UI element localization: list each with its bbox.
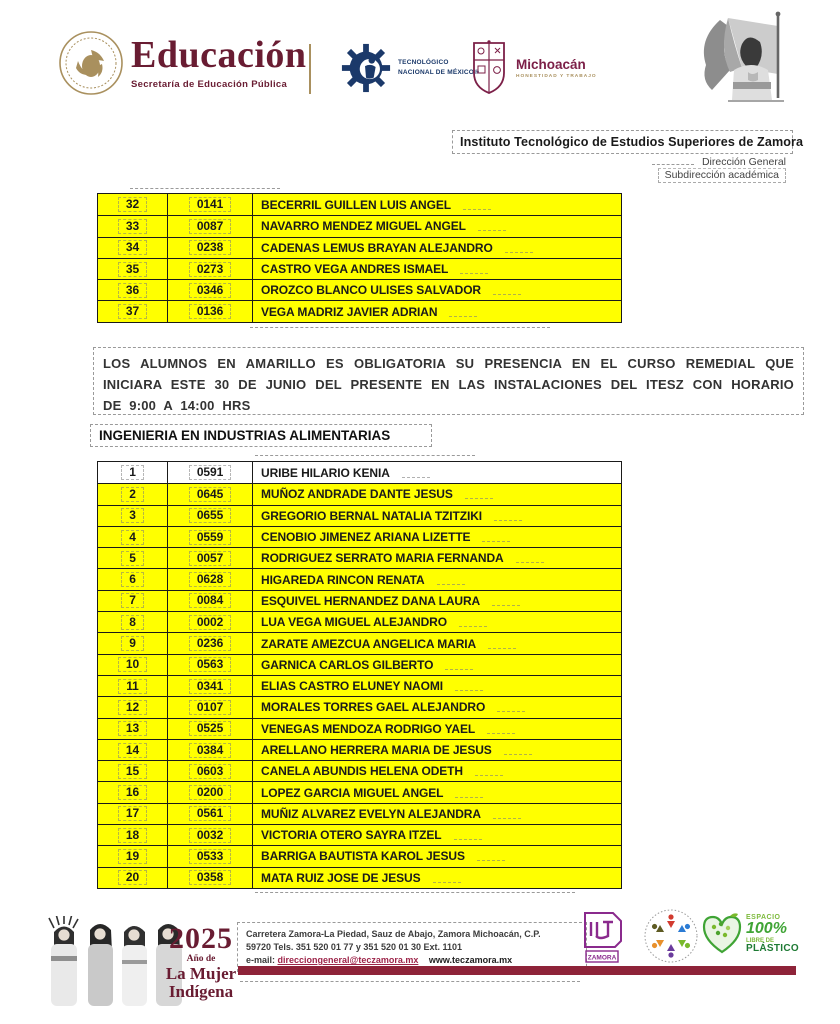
student-name: MORALES TORRES GAEL ALEJANDRO	[261, 700, 486, 715]
table-row	[98, 258, 621, 279]
student-name: OROZCO BLANCO ULISES SALVADOR	[261, 283, 481, 298]
woman-with-flag-image	[688, 10, 802, 121]
control-number: 0236	[189, 636, 231, 651]
igualdad-circle-icon	[642, 906, 700, 966]
annotation-dash-mark	[463, 200, 491, 210]
row-number: 32	[118, 197, 147, 212]
table-row	[98, 279, 621, 300]
row-number: 3	[121, 508, 144, 523]
annotation-dash-mark	[487, 724, 515, 734]
contact-address-block	[237, 922, 587, 972]
student-name: BARRIGA BAUTISTA KAROL JESUS	[261, 849, 465, 864]
email-link[interactable]: direcciongeneral@teczamora.mx	[277, 955, 419, 965]
table-row	[98, 675, 621, 696]
table-row	[98, 590, 621, 611]
row-number: 15	[118, 764, 147, 779]
row-number: 5	[121, 551, 144, 566]
table-row	[98, 739, 621, 760]
student-name-cell	[253, 868, 621, 888]
student-name-cell	[253, 506, 621, 526]
student-name-cell	[253, 216, 621, 236]
control-number: 0002	[189, 615, 231, 630]
student-name: RODRIGUEZ SERRATO MARIA FERNANDA	[261, 551, 504, 566]
svg-text:ZAMORA: ZAMORA	[587, 954, 617, 962]
sep-eagle-seal-icon	[58, 30, 124, 96]
control-number: 0533	[189, 849, 231, 864]
header-divider	[309, 44, 311, 94]
control-number-cell	[168, 612, 253, 632]
year-caption-mujer: La Mujer	[165, 964, 237, 984]
student-name: ARELLANO HERRERA MARIA DE JESUS	[261, 743, 492, 757]
row-number: 37	[118, 304, 147, 319]
year-caption-indigena: Indígena	[168, 982, 234, 1002]
control-number-cell	[168, 569, 253, 589]
row-number-cell	[98, 591, 168, 611]
annotation-dash-mark	[454, 830, 482, 840]
table-row	[98, 696, 621, 717]
control-number: 0057	[189, 551, 231, 566]
plastic-free-logo	[700, 912, 799, 956]
table-row	[98, 526, 621, 547]
control-number-cell	[168, 238, 253, 258]
student-name-cell	[253, 238, 621, 258]
student-name-cell	[253, 280, 621, 300]
control-number-cell	[168, 782, 253, 802]
control-number: 0084	[189, 593, 231, 608]
remedial-students-table	[97, 193, 622, 323]
student-name: ESQUIVEL HERNANDEZ DANA LAURA	[261, 593, 481, 608]
annotation-dash-mark	[497, 702, 525, 712]
itesz-zamora-logo	[578, 910, 628, 971]
annotation-dash-mark	[477, 851, 505, 861]
row-number: 35	[118, 262, 147, 277]
row-number: 6	[121, 572, 144, 587]
row-number-cell	[98, 612, 168, 632]
control-number-cell	[168, 548, 253, 568]
control-number: 0563	[189, 657, 231, 672]
row-number: 33	[118, 219, 147, 234]
row-number: 34	[118, 240, 147, 255]
student-name-cell	[253, 846, 621, 866]
control-number: 0087	[189, 219, 231, 234]
table-row	[98, 803, 621, 824]
student-name-cell	[253, 761, 621, 781]
address-line-1: Carretera Zamora-La Piedad, Sauz de Abajo, Zamora Michoacán, C.P.	[246, 929, 541, 939]
annotation-dash-mark	[475, 766, 503, 776]
student-name: ELIAS CASTRO ELUNEY NAOMI	[261, 679, 443, 694]
control-number-cell	[168, 697, 253, 717]
control-number-cell	[168, 761, 253, 781]
annotation-dashes	[255, 455, 475, 456]
control-number-cell	[168, 280, 253, 300]
student-name-cell	[253, 697, 621, 717]
year-2025-emblem	[158, 924, 244, 1001]
row-number: 20	[118, 870, 147, 885]
student-name-cell	[253, 569, 621, 589]
student-name: CASTRO VEGA ANDRES ISMAEL	[261, 262, 449, 277]
annotation-dash-mark	[455, 788, 483, 798]
student-name-cell	[253, 591, 621, 611]
michoacan-wordmark: Michoacán	[516, 57, 586, 72]
email-label: e-mail:	[246, 955, 276, 965]
student-name: NAVARRO MENDEZ MIGUEL ANGEL	[261, 219, 466, 234]
row-number-cell	[98, 719, 168, 739]
igualdad-laboral-seal	[642, 906, 700, 971]
control-number: 0645	[189, 487, 231, 502]
student-name-cell	[253, 484, 621, 504]
website-link[interactable]: www.teczamora.mx	[428, 955, 513, 965]
year-label: 2025	[169, 922, 233, 955]
student-name-cell	[253, 740, 621, 760]
dash-decoration	[652, 159, 694, 165]
subdireccion-academica-label: Subdirección académica	[452, 168, 786, 183]
row-number-cell	[98, 484, 168, 504]
table-row	[98, 654, 621, 675]
table-row	[98, 194, 621, 215]
control-number: 0032	[189, 828, 231, 843]
student-name: CADENAS LEMUS BRAYAN ALEJANDRO	[261, 240, 493, 255]
row-number: 7	[121, 593, 144, 608]
annotation-dash-mark	[402, 468, 430, 478]
student-name-cell	[253, 527, 621, 547]
row-number-cell	[98, 238, 168, 258]
control-number-cell	[168, 676, 253, 696]
annotation-dash-mark	[445, 660, 473, 670]
student-name: BECERRIL GUILLEN LUIS ANGEL	[261, 197, 451, 212]
control-number: 0384	[189, 743, 231, 758]
educacion-wordmark: Educación	[131, 34, 307, 77]
control-number: 0603	[189, 764, 231, 779]
footer-maroon-bar	[238, 966, 796, 975]
annotation-dash-mark	[494, 511, 522, 521]
student-name-cell	[253, 782, 621, 802]
annotation-dashes	[130, 188, 280, 189]
row-number-cell	[98, 280, 168, 300]
row-number: 17	[118, 806, 147, 821]
row-number: 12	[118, 700, 147, 715]
student-name-cell	[253, 612, 621, 632]
row-number-cell	[98, 697, 168, 717]
table-row	[98, 505, 621, 526]
student-name: GREGORIO BERNAL NATALIA TZITZIKI	[261, 508, 483, 523]
row-number-cell	[98, 846, 168, 866]
control-number-cell	[168, 484, 253, 504]
direccion-general-label: Dirección General	[452, 156, 786, 168]
control-number-cell	[168, 655, 253, 675]
annotation-dash-mark	[516, 553, 544, 563]
control-number-cell	[168, 216, 253, 236]
control-number: 0655	[189, 508, 231, 523]
control-number-cell	[168, 506, 253, 526]
row-number-cell	[98, 506, 168, 526]
table-row	[98, 215, 621, 236]
student-name-cell	[253, 548, 621, 568]
sep-educacion-logo	[58, 30, 307, 96]
annotation-dash-mark	[492, 596, 520, 606]
program-heading: INGENIERIA EN INDUSTRIAS ALIMENTARIAS	[90, 424, 432, 447]
student-name: HIGAREDA RINCON RENATA	[261, 572, 425, 587]
row-number: 4	[121, 530, 144, 545]
control-number-cell	[168, 527, 253, 547]
row-number: 9	[121, 636, 144, 651]
table-row	[98, 760, 621, 781]
year-caption: Año de	[186, 954, 216, 964]
student-name-cell	[253, 194, 621, 215]
student-name-cell	[253, 633, 621, 653]
row-number-cell	[98, 804, 168, 824]
row-number-cell	[98, 782, 168, 802]
tecnm-logo	[340, 42, 479, 94]
michoacan-logo	[468, 40, 597, 96]
annotation-dash-mark	[459, 617, 487, 627]
student-name: GARNICA CARLOS GILBERTO	[261, 657, 434, 672]
student-name: LUA VEGA MIGUEL ALEJANDRO	[261, 615, 447, 630]
table-row	[98, 824, 621, 845]
row-number: 19	[118, 849, 147, 864]
table-row	[98, 483, 621, 504]
annotation-dash-mark	[493, 285, 521, 295]
tecnm-wordmark: TECNOLÓGICO NACIONAL DE MÉXICO®	[398, 59, 480, 76]
control-number: 0141	[189, 197, 231, 212]
michoacan-shield-icon	[468, 40, 510, 96]
row-number: 1	[121, 465, 144, 480]
control-number-cell	[168, 633, 253, 653]
student-name: ZARATE AMEZCUA ANGELICA MARIA	[261, 636, 477, 651]
annotation-dash-mark	[437, 575, 465, 585]
student-name-cell	[253, 825, 621, 845]
annotation-dashes	[250, 327, 550, 328]
row-number: 36	[118, 283, 147, 298]
student-name: MUÑIZ ALVAREZ EVELYN ALEJANDRA	[261, 806, 481, 821]
tecnm-gear-icon	[340, 42, 392, 94]
student-name-cell	[253, 804, 621, 824]
control-number: 0136	[189, 304, 231, 319]
control-number-cell	[168, 846, 253, 866]
row-number-cell	[98, 548, 168, 568]
annotation-dash-mark	[465, 489, 493, 499]
student-name-cell	[253, 259, 621, 279]
control-number: 0628	[189, 572, 231, 587]
student-name: CENOBIO JIMENEZ ARIANA LIZETTE	[261, 530, 471, 545]
control-number-cell	[168, 804, 253, 824]
control-number: 0107	[189, 700, 231, 715]
student-name: URIBE HILARIO KENIA	[261, 465, 390, 480]
address-line-2: 59720 Tels. 351 520 01 77 y 351 520 01 30 Ext. 1101	[246, 942, 463, 952]
row-number-cell	[98, 301, 168, 321]
row-number-cell	[98, 633, 168, 653]
student-name: MUÑOZ ANDRADE DANTE JESUS	[261, 487, 453, 502]
annotation-dash-mark	[482, 532, 510, 542]
student-name-cell	[253, 462, 621, 483]
row-number-cell	[98, 569, 168, 589]
plastic-free-text: ESPACIO 100% LIBRE DE PLÁSTICO	[746, 913, 799, 954]
control-number-cell	[168, 194, 253, 215]
control-number-cell	[168, 591, 253, 611]
row-number: 10	[118, 657, 147, 672]
student-name: LOPEZ GARCIA MIGUEL ANGEL	[261, 785, 444, 800]
control-number: 0525	[189, 721, 231, 736]
table-row	[98, 568, 621, 589]
student-name: CANELA ABUNDIS HELENA ODETH	[261, 764, 463, 779]
control-number: 0200	[189, 785, 231, 800]
control-number-cell	[168, 259, 253, 279]
student-name-cell	[253, 655, 621, 675]
row-number-cell	[98, 868, 168, 888]
annotation-dashes	[255, 892, 575, 893]
remedial-course-notice: LOS ALUMNOS EN AMARILLO ES OBLIGATORIA SU PRESENCIA EN EL CURSO REMEDIAL QUE INICIARA ESTE 30 DE JUNIO DEL PRESENTE EN LAS INSTALACIONES DEL ITESZ CON HORARIO DE 9:00 A 14:00 HRS	[93, 347, 804, 415]
control-number-cell	[168, 462, 253, 483]
student-name: VICTORIA OTERO SAYRA ITZEL	[261, 828, 442, 843]
sep-subtitle: Secretaría de Educación Pública	[131, 78, 288, 90]
row-number-cell	[98, 655, 168, 675]
student-name: MATA RUIZ JOSE DE JESUS	[261, 870, 421, 885]
control-number-cell	[168, 868, 253, 888]
control-number: 0559	[189, 530, 231, 545]
annotation-dash-mark	[455, 681, 483, 691]
row-number: 11	[118, 679, 147, 694]
row-number-cell	[98, 462, 168, 483]
annotation-dashes	[240, 981, 580, 982]
table-row	[98, 547, 621, 568]
student-name-cell	[253, 676, 621, 696]
control-number-cell	[168, 719, 253, 739]
control-number: 0346	[189, 283, 231, 298]
row-number: 13	[118, 721, 147, 736]
row-number: 2	[121, 487, 144, 502]
row-number-cell	[98, 216, 168, 236]
row-number: 16	[118, 785, 147, 800]
annotation-dash-mark	[449, 307, 477, 317]
annotation-dash-mark	[504, 745, 532, 755]
control-number: 0341	[189, 679, 231, 694]
table-row	[98, 632, 621, 653]
annotation-dash-mark	[493, 809, 521, 819]
student-name: VEGA MADRIZ JAVIER ADRIAN	[261, 304, 438, 319]
table-row	[98, 462, 621, 483]
control-number: 0561	[189, 806, 231, 821]
table-row	[98, 611, 621, 632]
student-name-cell	[253, 719, 621, 739]
annotation-dash-mark	[433, 873, 461, 883]
alimentarias-students-table	[97, 461, 622, 889]
row-number-cell	[98, 194, 168, 215]
control-number-cell	[168, 740, 253, 760]
annotation-dash-mark	[460, 264, 488, 274]
row-number-cell	[98, 676, 168, 696]
row-number: 18	[118, 828, 147, 843]
table-row	[98, 867, 621, 888]
student-name-cell	[253, 301, 621, 321]
row-number-cell	[98, 259, 168, 279]
michoacan-slogan: HONESTIDAD Y TRABAJO	[516, 74, 597, 79]
control-number-cell	[168, 301, 253, 321]
table-row	[98, 237, 621, 258]
table-row	[98, 718, 621, 739]
itesz-logo-icon	[578, 910, 628, 966]
row-number: 14	[118, 743, 147, 758]
annotation-dash-mark	[478, 221, 506, 231]
row-number-cell	[98, 825, 168, 845]
row-number-cell	[98, 527, 168, 547]
table-row	[98, 300, 621, 321]
student-name: VENEGAS MENDOZA RODRIGO YAEL	[261, 721, 476, 736]
institute-title: Instituto Tecnológico de Estudios Superiores de Zamora	[452, 130, 793, 154]
control-number: 0358	[189, 870, 231, 885]
control-number: 0238	[189, 240, 231, 255]
annotation-dash-mark	[488, 639, 516, 649]
green-heart-icon	[700, 912, 744, 956]
control-number: 0591	[189, 465, 231, 480]
row-number-cell	[98, 761, 168, 781]
row-number: 8	[121, 615, 144, 630]
row-number-cell	[98, 740, 168, 760]
table-row	[98, 845, 621, 866]
control-number-cell	[168, 825, 253, 845]
control-number: 0273	[189, 262, 231, 277]
annotation-dash-mark	[505, 243, 533, 253]
table-row	[98, 781, 621, 802]
